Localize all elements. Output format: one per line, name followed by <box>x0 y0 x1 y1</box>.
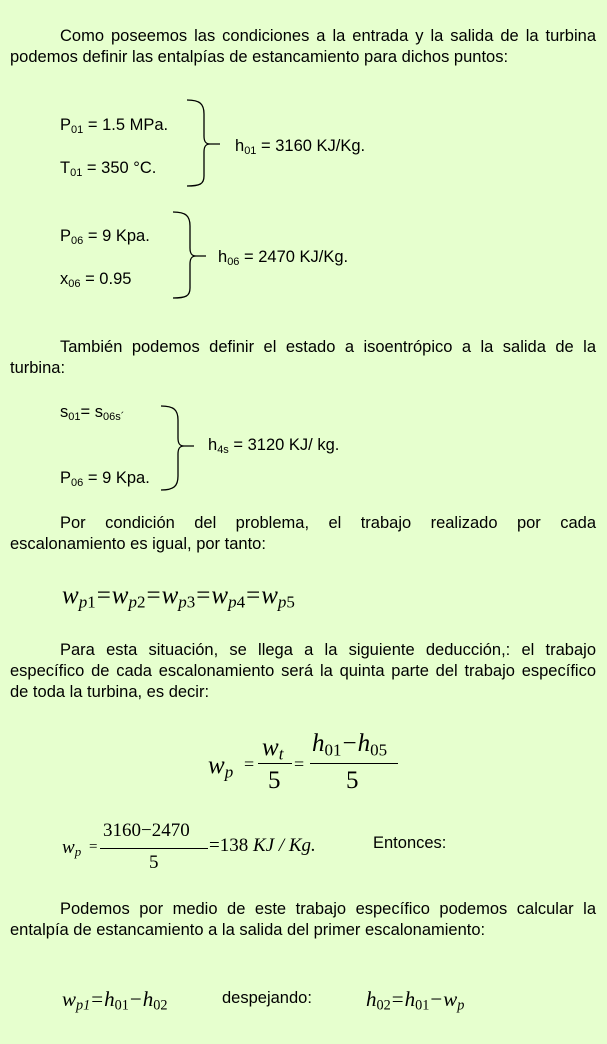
x06-value: = 0.95 <box>80 270 132 288</box>
eq2-equals-1: = <box>244 754 255 774</box>
equal-work-paragraph: Por condición del problema, el trabajo realizado por cada escalonamiento es igual, por tanto: <box>10 514 596 553</box>
p06-isentropic-condition <box>60 469 150 489</box>
entonces-note: Entonces: <box>373 834 447 852</box>
entropy-equals: = <box>80 403 95 421</box>
equation-equal-stage-work: $wp_1=wp_2=wp_3=wp_4=wp_5$ <box>62 582 295 612</box>
eq2-denominator-1: 5 <box>268 767 281 794</box>
eq2-wp: wp <box>208 752 234 782</box>
h01-subscript: 01 <box>244 145 257 157</box>
s01-symbol: s <box>60 403 69 421</box>
h01-value: = 3160 KJ/Kg. <box>256 137 366 155</box>
h06-result <box>218 248 348 268</box>
eq3-wp: wp <box>62 837 82 860</box>
s06s-symbol: s <box>94 403 103 421</box>
despejando-note: despejando: <box>222 989 312 1007</box>
eq3-numerator: 3160−2470 <box>103 820 190 841</box>
entropy-condition <box>60 403 124 423</box>
x06-subscript: 06 <box>68 278 81 290</box>
brace-group2 <box>172 210 212 300</box>
h4s-symbol: h <box>208 436 218 454</box>
eq3-result: =138 KJ / Kg. <box>209 835 316 856</box>
eq2-fraction-bar-1 <box>258 763 292 764</box>
h01-result <box>235 137 365 157</box>
t01-value: = 350 °C. <box>82 159 157 177</box>
eq2-enthalpy-numerator: $h_{01}-h_{05}$ <box>312 730 388 760</box>
h06-subscript: 06 <box>227 256 240 268</box>
s06s-subscript: 06s´ <box>102 411 125 423</box>
p06-isentropic-subscript: 06 <box>71 477 84 489</box>
p01-symbol: P <box>60 116 72 134</box>
p01-condition <box>60 116 168 136</box>
enthalpy-outlet-paragraph: Podemos por medio de este trabajo específico podemos calcular la entalpía de estancamiento a la salida del primer escalonamiento: <box>10 900 596 939</box>
p01-value: = 1.5 MPa. <box>83 116 169 134</box>
t01-symbol: T <box>60 159 71 177</box>
t01-condition <box>60 159 156 179</box>
eq2-fraction-bar-2 <box>310 763 398 764</box>
s01-subscript: 01 <box>68 411 81 423</box>
deduction-paragraph: Para esta situación, se llega a la siguiente deducción,: el trabajo específico de cada escalonamiento será la quinta parte del trabajo específico de toda la turbina, es decir: <box>10 641 596 701</box>
eq3-fraction-bar <box>100 848 208 849</box>
p06-isentropic-symbol: P <box>60 469 72 487</box>
x06-condition <box>60 270 131 290</box>
x06-symbol: x <box>60 270 69 288</box>
eq4-solved-h02: $h_{02}=h_{01}-wp$ <box>366 987 465 1014</box>
eq3-equals: = <box>89 839 98 855</box>
brace-group3 <box>160 404 200 494</box>
h4s-result <box>208 436 339 456</box>
intro-paragraph: Como poseemos las condiciones a la entrada y la salida de la turbina podemos definir las entalpías de estancamiento para dichos puntos: <box>10 27 596 66</box>
h06-symbol: h <box>218 248 228 266</box>
brace-group1 <box>186 98 226 188</box>
p06-condition <box>60 227 150 247</box>
h4s-subscript: 4s <box>217 444 229 456</box>
eq2-equals-2: = <box>294 754 305 774</box>
eq4-stage-work: $wp1=h_{01}-h_{02}$ <box>62 987 168 1014</box>
p06-isentropic-value: = 9 Kpa. <box>83 469 150 487</box>
p06-symbol: P <box>60 227 72 245</box>
h01-symbol: h <box>235 137 245 155</box>
p01-subscript: 01 <box>71 124 84 136</box>
t01-subscript: 01 <box>70 167 83 179</box>
h06-value: = 2470 KJ/Kg. <box>239 248 349 266</box>
eq2-denominator-2: 5 <box>346 767 359 794</box>
p06-value: = 9 Kpa. <box>83 227 150 245</box>
eq2-wt-numerator: wt <box>262 734 284 764</box>
eq3-denominator: 5 <box>149 852 159 873</box>
h4s-value: = 3120 KJ/ kg. <box>228 436 340 454</box>
p06-subscript: 06 <box>71 235 84 247</box>
isentropic-paragraph: También podemos definir el estado a isoentrópico a la salida de la turbina: <box>10 338 596 377</box>
